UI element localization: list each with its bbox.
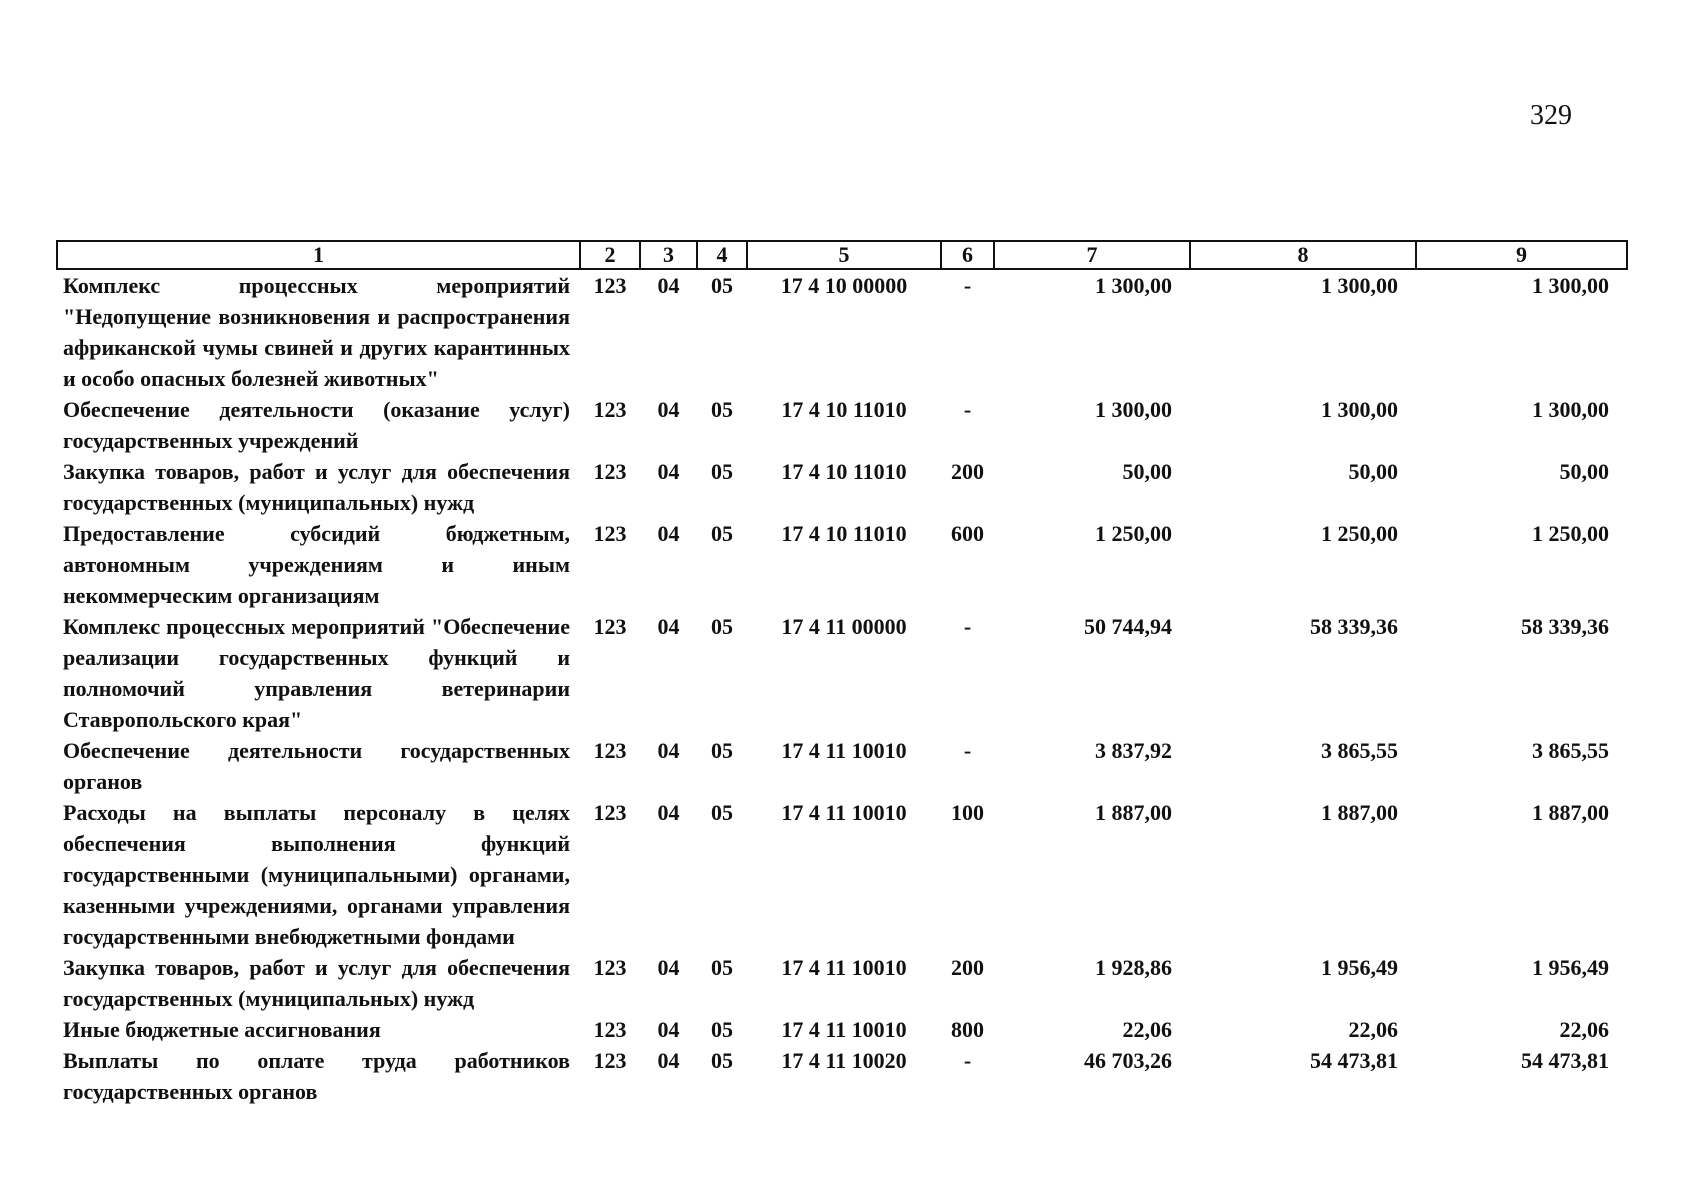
amount-col-7: 1 250,00 [1095, 521, 1172, 546]
ministry-code: 123 [593, 614, 627, 639]
amount-col-9: 1 300,00 [1532, 273, 1609, 298]
target-code: 17 4 11 10010 [781, 1017, 907, 1042]
amount-col-8: 54 473,81 [1310, 1048, 1398, 1073]
ministry-code: 123 [593, 459, 627, 484]
table-row [57, 518, 1627, 611]
table-row [57, 1045, 1627, 1107]
subsection-code: 05 [711, 800, 733, 825]
amount-col-7: 46 703,26 [1084, 1048, 1172, 1073]
subsection-code: 05 [711, 1017, 733, 1042]
target-code: 17 4 10 11010 [781, 521, 907, 546]
subsection-code: 05 [711, 738, 733, 763]
expense-name: Закупка товаров, работ и услуг для обеспечения государственных (муниципальных) нужд [63, 459, 570, 515]
section-code: 04 [657, 955, 680, 980]
column-header: 1 [57, 241, 580, 269]
expense-name: Комплекс процессных мероприятий "Недопущение возникновения и распространения африканской чумы свиней и других карантинных и особо опасных болезней животных" [63, 273, 570, 391]
expense-name: Выплаты по оплате труда работников государственных органов [63, 1048, 570, 1104]
target-code: 17 4 11 00000 [781, 614, 907, 639]
amount-col-9: 54 473,81 [1521, 1048, 1609, 1073]
ministry-code: 123 [593, 1017, 627, 1042]
amount-col-7: 1 300,00 [1095, 397, 1172, 422]
expense-type-code: 200 [951, 459, 984, 484]
ministry-code: 123 [593, 273, 627, 298]
budget-table [56, 240, 1628, 1107]
target-code: 17 4 11 10010 [781, 738, 907, 763]
section-code: 04 [657, 1017, 680, 1042]
table-row [57, 269, 1627, 394]
column-header: 8 [1190, 241, 1416, 269]
column-header: 6 [941, 241, 994, 269]
ministry-code: 123 [593, 955, 627, 980]
section-code: 04 [657, 397, 680, 422]
ministry-code: 123 [593, 1048, 627, 1073]
column-header: 9 [1416, 241, 1627, 269]
amount-col-8: 1 887,00 [1321, 800, 1398, 825]
ministry-code: 123 [593, 800, 627, 825]
subsection-code: 05 [711, 397, 733, 422]
expense-name: Иные бюджетные ассигнования [63, 1017, 381, 1042]
amount-col-8: 1 300,00 [1321, 397, 1398, 422]
expense-name: Расходы на выплаты персоналу в целях обеспечения выполнения функций государственными (муниципальными) органами, казенными учреждениями, органами управления государственными внебюджетными фондами [63, 800, 570, 949]
amount-col-9: 58 339,36 [1521, 614, 1609, 639]
amount-col-9: 22,06 [1559, 1017, 1609, 1042]
subsection-code: 05 [711, 955, 733, 980]
amount-col-7: 1 928,86 [1095, 955, 1172, 980]
ministry-code: 123 [593, 738, 627, 763]
amount-col-8: 58 339,36 [1310, 614, 1398, 639]
target-code: 17 4 10 00000 [780, 273, 908, 298]
amount-col-8: 1 300,00 [1321, 273, 1398, 298]
amount-col-9: 1 887,00 [1532, 800, 1609, 825]
table-row [57, 394, 1627, 456]
column-header: 7 [994, 241, 1190, 269]
amount-col-7: 22,06 [1122, 1017, 1172, 1042]
amount-col-9: 50,00 [1559, 459, 1609, 484]
column-header: 3 [640, 241, 697, 269]
target-code: 17 4 11 10010 [781, 955, 907, 980]
table-row [57, 611, 1627, 735]
target-code: 17 4 10 11010 [781, 459, 907, 484]
ministry-code: 123 [593, 397, 627, 422]
expense-type-code: - [963, 273, 972, 298]
amount-col-7: 50,00 [1122, 459, 1172, 484]
column-header: 2 [580, 241, 640, 269]
amount-col-8: 50,00 [1348, 459, 1398, 484]
subsection-code: 05 [711, 273, 733, 298]
expense-name: Предоставление субсидий бюджетным, автономным учреждениям и иным некоммерческим организациям [63, 521, 570, 608]
subsection-code: 05 [711, 459, 733, 484]
amount-col-7: 1 887,00 [1095, 800, 1172, 825]
ministry-code: 123 [593, 521, 627, 546]
section-code: 04 [657, 614, 680, 639]
table-header [57, 241, 1627, 269]
table-row [57, 797, 1627, 952]
target-code: 17 4 11 10010 [781, 800, 907, 825]
expense-type-code: - [963, 738, 972, 763]
expense-type-code: - [963, 397, 972, 422]
column-header: 4 [697, 241, 747, 269]
table-row [57, 1014, 1627, 1045]
expense-type-code: 800 [951, 1017, 984, 1042]
subsection-code: 05 [711, 614, 733, 639]
section-code: 04 [657, 1048, 680, 1073]
expense-name: Обеспечение деятельности (оказание услуг) государственных учреждений [63, 397, 570, 453]
subsection-code: 05 [711, 1048, 733, 1073]
amount-col-7: 50 744,94 [1084, 614, 1172, 639]
target-code: 17 4 10 11010 [781, 397, 907, 422]
expense-type-code: - [963, 614, 972, 639]
target-code: 17 4 11 10020 [781, 1048, 907, 1073]
section-code: 04 [657, 521, 680, 546]
section-code: 04 [657, 273, 680, 298]
table-body [57, 269, 1627, 1107]
section-code: 04 [657, 738, 680, 763]
expense-name: Закупка товаров, работ и услуг для обеспечения государственных (муниципальных) нужд [63, 955, 570, 1011]
table-row [57, 456, 1627, 518]
expense-type-code: 600 [951, 521, 984, 546]
expense-name: Обеспечение деятельности государственных органов [63, 738, 570, 794]
subsection-code: 05 [711, 521, 733, 546]
expense-type-code: 100 [951, 800, 984, 825]
table-row [57, 952, 1627, 1014]
page-number: 329 [1530, 100, 1572, 131]
amount-col-7: 3 837,92 [1095, 738, 1172, 763]
header-row [57, 241, 1627, 269]
amount-col-9: 1 300,00 [1532, 397, 1609, 422]
expense-type-code: - [963, 1048, 972, 1073]
amount-col-7: 1 300,00 [1095, 273, 1172, 298]
amount-col-9: 1 956,49 [1532, 955, 1609, 980]
amount-col-8: 22,06 [1348, 1017, 1398, 1042]
amount-col-8: 3 865,55 [1321, 738, 1398, 763]
expense-type-code: 200 [951, 955, 984, 980]
section-code: 04 [657, 459, 680, 484]
expense-name: Комплекс процессных мероприятий "Обеспечение реализации государственных функций и полномочий управления ветеринарии Ставропольского края" [63, 614, 570, 732]
amount-col-9: 3 865,55 [1532, 738, 1609, 763]
amount-col-8: 1 250,00 [1321, 521, 1398, 546]
section-code: 04 [657, 800, 680, 825]
column-header: 5 [747, 241, 941, 269]
table-row [57, 735, 1627, 797]
amount-col-8: 1 956,49 [1321, 955, 1398, 980]
amount-col-9: 1 250,00 [1532, 521, 1609, 546]
